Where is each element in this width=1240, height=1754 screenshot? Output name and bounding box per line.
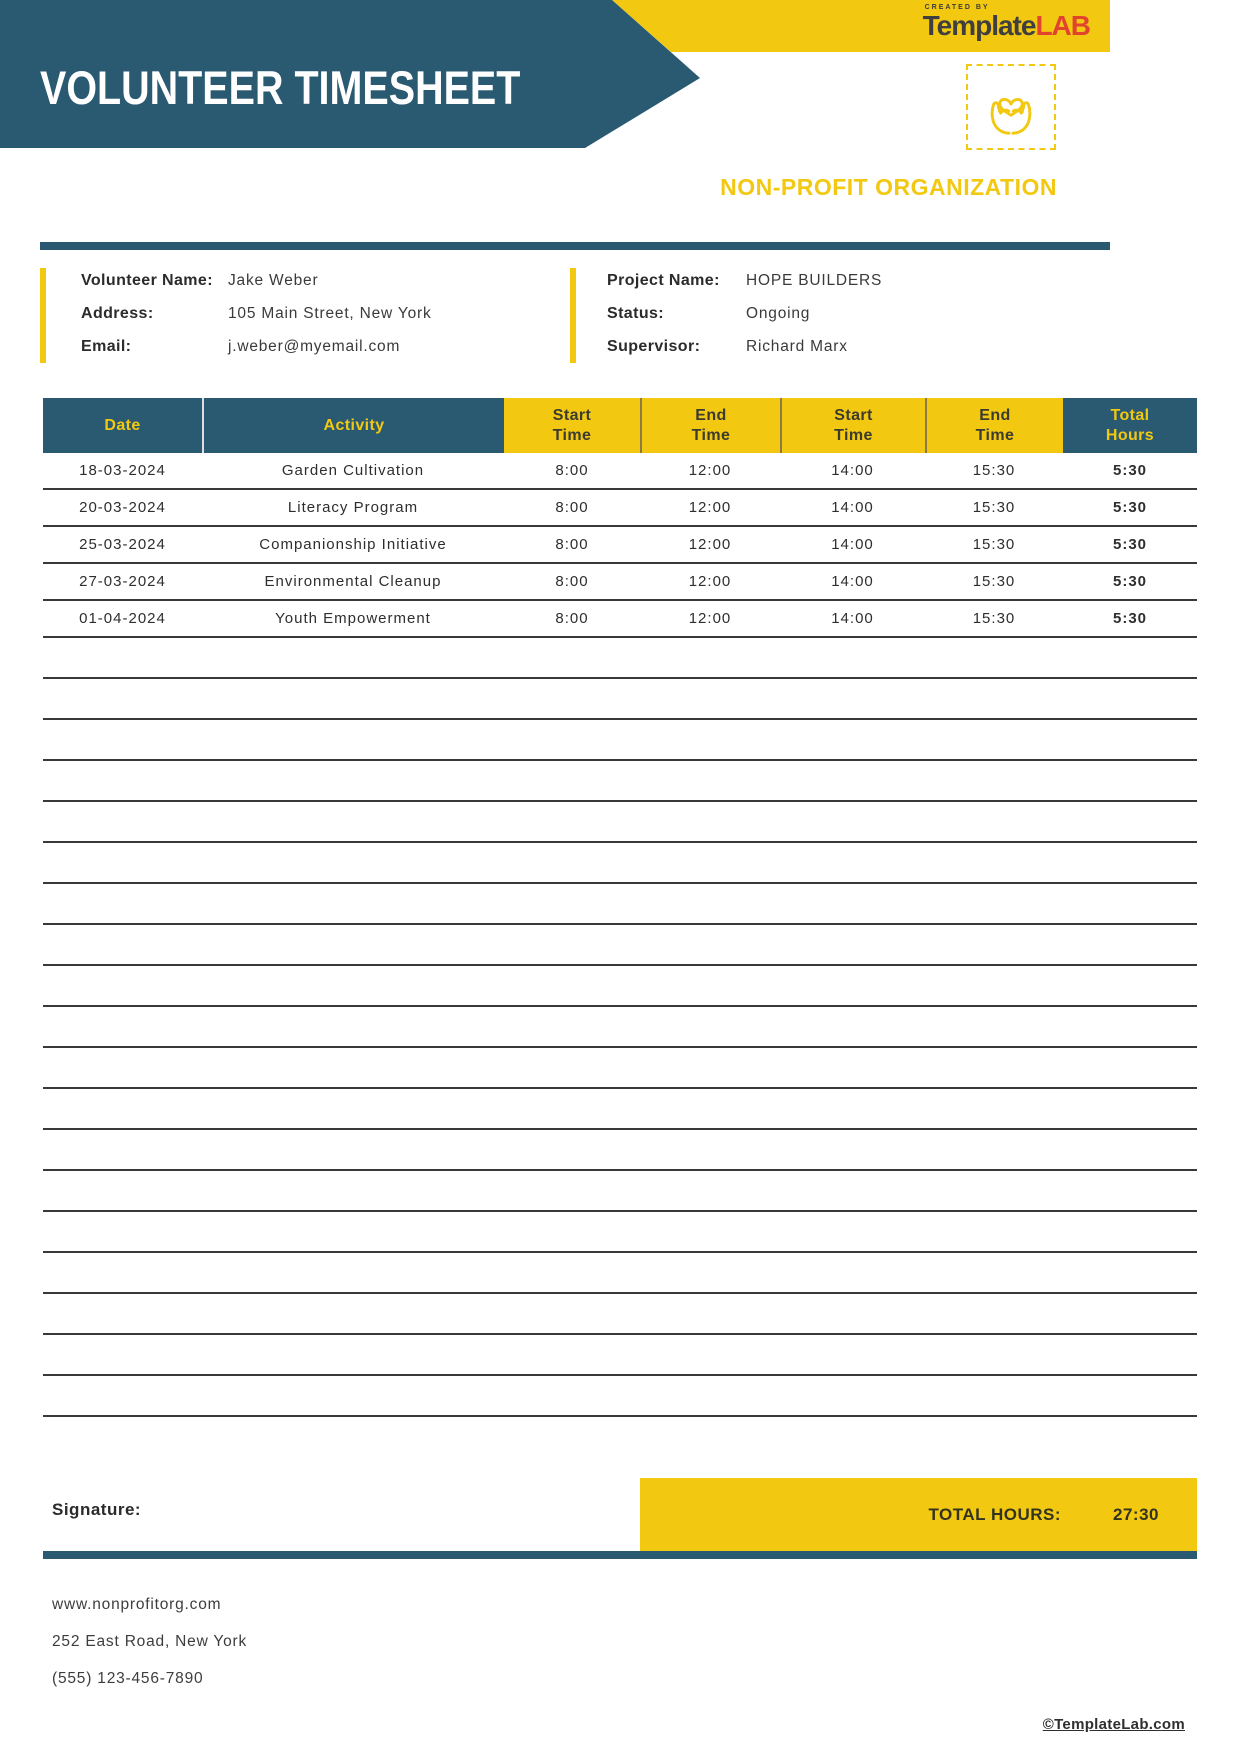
table-cell: 18-03-2024 bbox=[79, 462, 166, 479]
table-cell: 15:30 bbox=[972, 462, 1016, 479]
empty-table-row bbox=[43, 1130, 1197, 1171]
table-cell: 8:00 bbox=[555, 499, 589, 516]
table-cell: 5:30 bbox=[1112, 536, 1148, 553]
table-row bbox=[43, 601, 1197, 638]
column-header-end-time: End Time bbox=[925, 398, 1063, 453]
empty-table-row bbox=[43, 1294, 1197, 1335]
table-cell: 14:00 bbox=[831, 462, 874, 479]
table-cell: Youth Empowerment bbox=[275, 610, 431, 627]
total-hours-box bbox=[640, 1478, 1197, 1551]
footer-address: 252 East Road, New York bbox=[52, 1633, 248, 1650]
empty-table-row bbox=[43, 1253, 1197, 1294]
table-cell: 5:30 bbox=[1112, 462, 1148, 479]
logo-lab-text: LAB bbox=[1035, 10, 1090, 41]
footer-website: www.nonprofitorg.com bbox=[52, 1596, 222, 1613]
supervisor-row bbox=[607, 338, 882, 359]
org-logo-box bbox=[966, 64, 1056, 150]
empty-table-row bbox=[43, 638, 1197, 679]
table-cell: 15:30 bbox=[972, 573, 1016, 590]
column-header-end-time: End Time bbox=[640, 398, 780, 453]
templatelab-logo bbox=[923, 4, 1090, 40]
email-label: Email: bbox=[81, 338, 132, 355]
table-cell: Companionship Initiative bbox=[259, 536, 447, 553]
table-cell: 20-03-2024 bbox=[79, 499, 166, 516]
page-title bbox=[40, 61, 612, 114]
logo-created-by: CREATED BY bbox=[924, 4, 990, 11]
column-header-start-time: Start Time bbox=[780, 398, 925, 453]
column-header-total-hours: Total Hours bbox=[1063, 398, 1197, 453]
signature-label: Signature: bbox=[52, 1500, 142, 1519]
volunteer-name-value: Jake Weber bbox=[228, 272, 319, 289]
table-cell: 8:00 bbox=[555, 536, 589, 553]
empty-table-row bbox=[43, 884, 1197, 925]
status-row bbox=[607, 305, 882, 326]
empty-table-row bbox=[43, 761, 1197, 802]
empty-table-row bbox=[43, 1212, 1197, 1253]
table-cell: 12:00 bbox=[688, 499, 732, 516]
empty-table-row bbox=[43, 1376, 1197, 1417]
status-label: Status: bbox=[607, 305, 665, 322]
table-body bbox=[43, 453, 1197, 1417]
status-value: Ongoing bbox=[746, 305, 811, 322]
table-cell: 8:00 bbox=[555, 462, 589, 479]
project-name-row bbox=[607, 272, 882, 293]
column-header-start-time: Start Time bbox=[504, 398, 640, 453]
footer-phone: (555) 123-456-7890 bbox=[52, 1670, 204, 1687]
table-cell: 01-04-2024 bbox=[79, 610, 166, 627]
hands-heart-icon bbox=[980, 76, 1042, 138]
logo-wordmark bbox=[923, 10, 1090, 41]
table-cell: 12:00 bbox=[688, 462, 732, 479]
empty-table-row bbox=[43, 966, 1197, 1007]
empty-table-row bbox=[43, 679, 1197, 720]
table-row bbox=[43, 490, 1197, 527]
table-cell: 8:00 bbox=[555, 610, 589, 627]
project-name-label: Project Name: bbox=[607, 272, 720, 289]
email-row bbox=[81, 338, 432, 359]
table-cell: 5:30 bbox=[1112, 499, 1148, 516]
table-cell: 12:00 bbox=[688, 536, 732, 553]
volunteer-info-block bbox=[40, 268, 432, 363]
table-cell: Garden Cultivation bbox=[281, 462, 425, 479]
email-value: j.weber@myemail.com bbox=[228, 338, 401, 355]
table-cell: 14:00 bbox=[831, 610, 874, 627]
table-cell: 15:30 bbox=[972, 536, 1016, 553]
table-header-row bbox=[43, 398, 1197, 453]
project-name-value: HOPE BUILDERS bbox=[746, 272, 883, 289]
total-hours-label: TOTAL HOURS: bbox=[928, 1504, 1062, 1524]
header-divider-rule bbox=[40, 242, 1110, 250]
column-header-activity: Activity bbox=[202, 398, 504, 453]
table-cell: 14:00 bbox=[831, 536, 874, 553]
table-cell: 14:00 bbox=[831, 499, 874, 516]
empty-table-row bbox=[43, 802, 1197, 843]
table-cell: 27-03-2024 bbox=[79, 573, 166, 590]
supervisor-value: Richard Marx bbox=[746, 338, 848, 355]
table-cell: 5:30 bbox=[1112, 610, 1148, 627]
volunteer-name-row bbox=[81, 272, 432, 293]
empty-table-row bbox=[43, 1007, 1197, 1048]
empty-table-row bbox=[43, 843, 1197, 884]
table-cell: 15:30 bbox=[972, 499, 1016, 516]
table-cell: 14:00 bbox=[831, 573, 874, 590]
empty-table-row bbox=[43, 1048, 1197, 1089]
page-title-text: VOLUNTEER TIMESHEET bbox=[40, 61, 521, 114]
table-cell: 5:30 bbox=[1112, 573, 1148, 590]
table-cell: 15:30 bbox=[972, 610, 1016, 627]
organization-label: NON-PROFIT ORGANIZATION bbox=[720, 174, 1057, 200]
table-cell: Literacy Program bbox=[287, 499, 419, 516]
table-cell: Environmental Cleanup bbox=[264, 573, 442, 590]
address-value: 105 Main Street, New York bbox=[228, 305, 432, 322]
empty-table-row bbox=[43, 720, 1197, 761]
signature-divider-rule bbox=[43, 1551, 1197, 1559]
empty-table-row bbox=[43, 925, 1197, 966]
table-cell: 12:00 bbox=[688, 610, 732, 627]
table-cell: 12:00 bbox=[688, 573, 732, 590]
table-cell: 8:00 bbox=[555, 573, 589, 590]
empty-table-row bbox=[43, 1335, 1197, 1376]
logo-template-text: Template bbox=[922, 10, 1036, 41]
project-info-block bbox=[570, 268, 882, 363]
address-label: Address: bbox=[81, 305, 154, 322]
templatelab-credit: ©TemplateLab.com bbox=[1042, 1716, 1185, 1733]
table-cell: 25-03-2024 bbox=[79, 536, 166, 553]
table-row bbox=[43, 527, 1197, 564]
empty-table-row bbox=[43, 1089, 1197, 1130]
supervisor-label: Supervisor: bbox=[607, 338, 701, 355]
volunteer-name-label: Volunteer Name: bbox=[81, 272, 213, 289]
column-header-date: Date bbox=[43, 398, 202, 453]
table-row bbox=[43, 453, 1197, 490]
empty-table-row bbox=[43, 1171, 1197, 1212]
timesheet-table bbox=[43, 398, 1197, 1417]
table-row bbox=[43, 564, 1197, 601]
address-row bbox=[81, 305, 432, 326]
total-hours-value: 27:30 bbox=[1113, 1504, 1159, 1524]
